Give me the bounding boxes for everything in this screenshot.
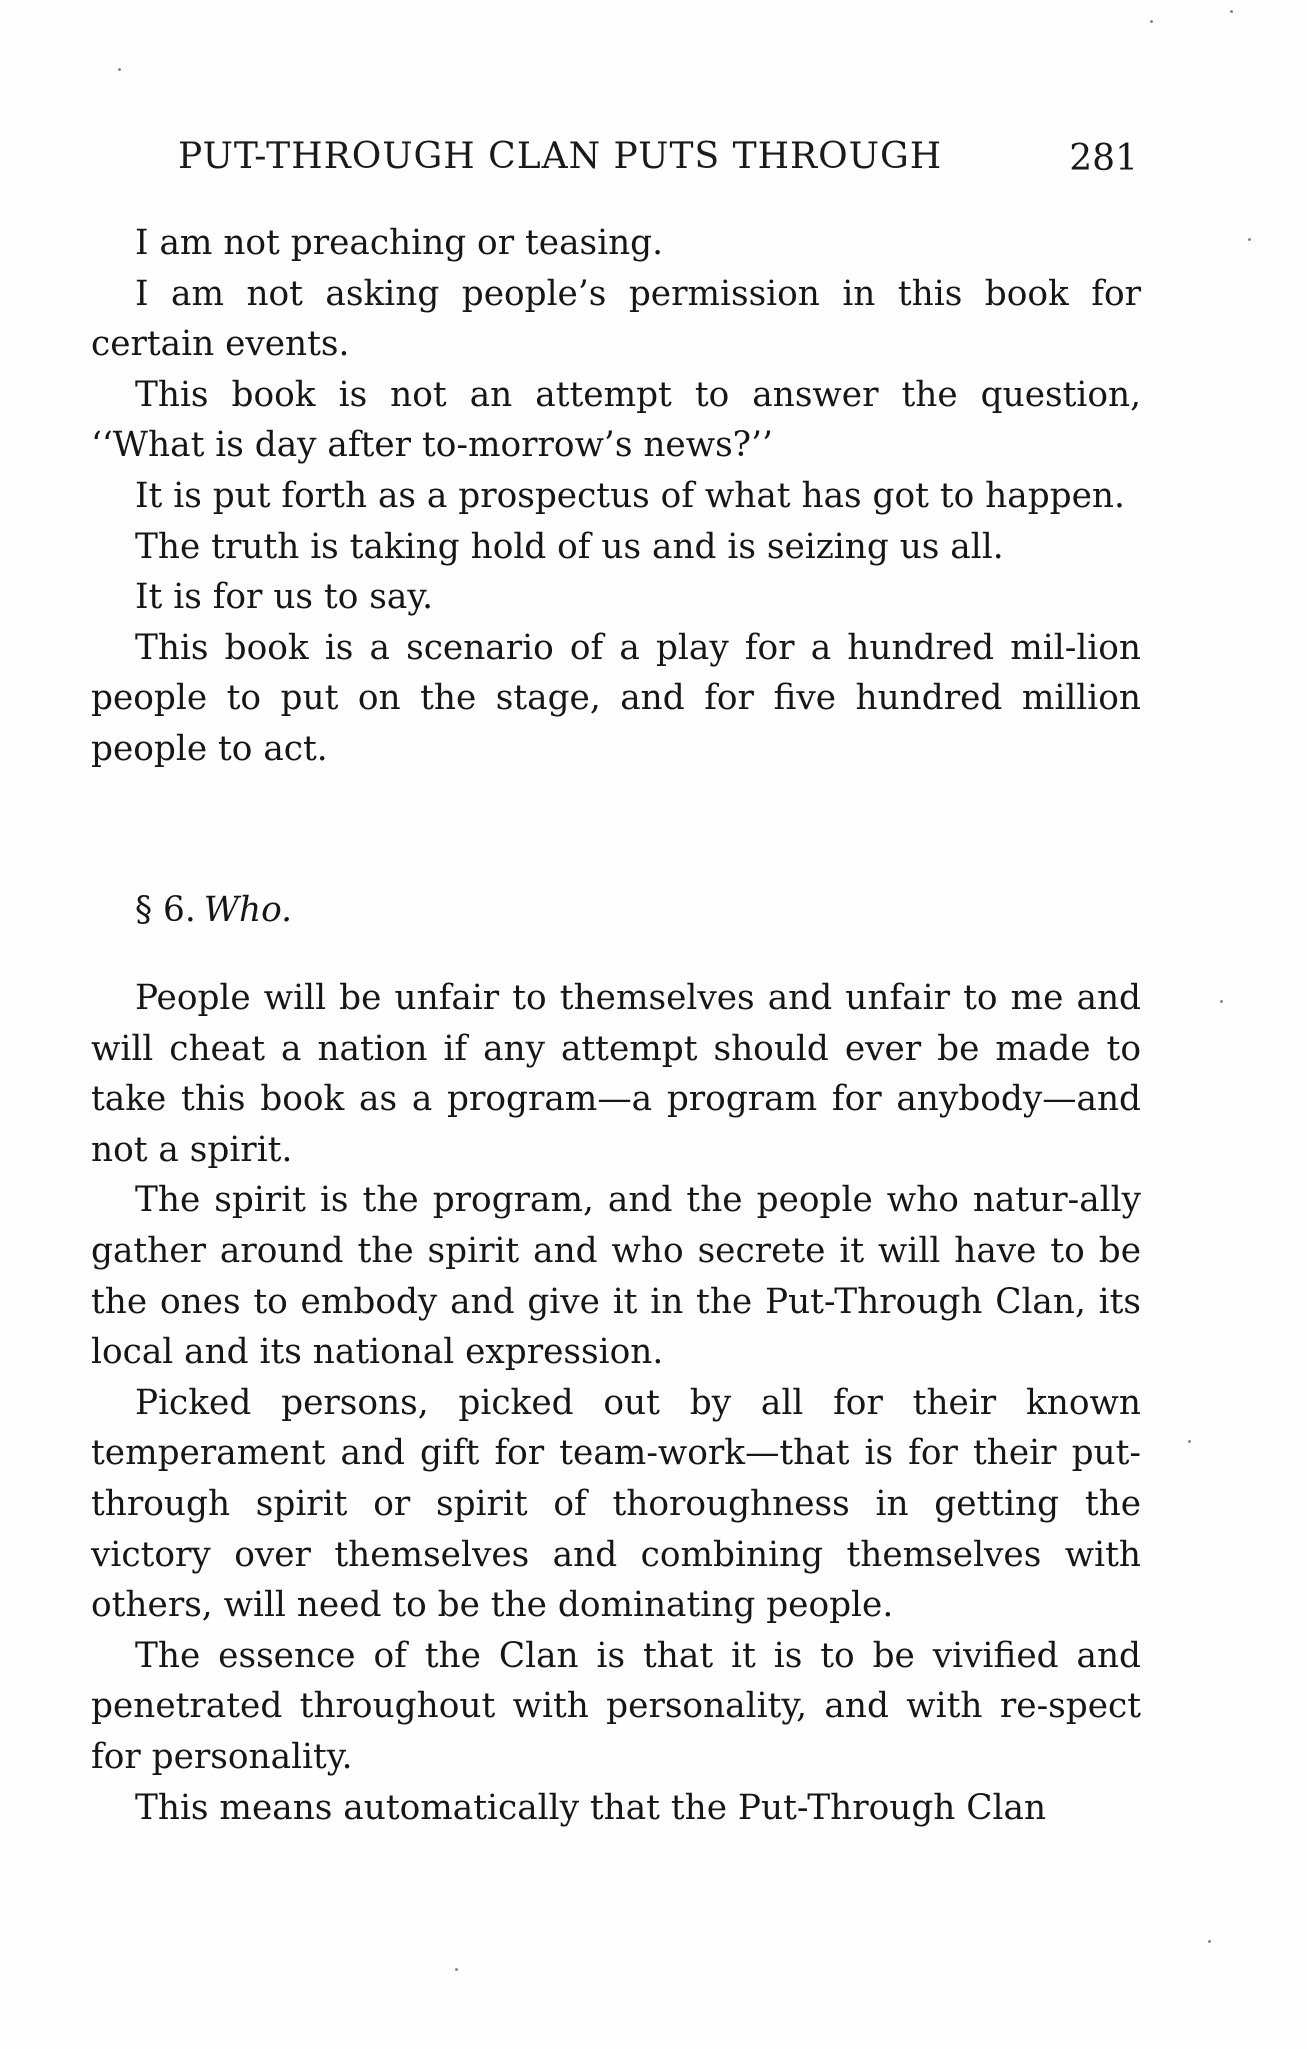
paragraph: It is for us to say. [135, 577, 434, 618]
paper-speck [1220, 1000, 1223, 1003]
section-number: § 6. [135, 890, 196, 930]
paragraph: The essence of the Clan is that it is to be vivified and penetrated throughout with personality, and with re-spect for personality. [91, 1635, 1141, 1777]
paragraph: I am not preaching or teasing. [135, 223, 664, 263]
paper-speck [118, 68, 121, 71]
paper-speck [1248, 238, 1251, 241]
section-heading [135, 890, 292, 930]
paragraph: The truth is taking hold of us and is seizing us all. [135, 526, 1004, 567]
paper-speck [455, 1968, 458, 1971]
body-text-upper [91, 218, 1141, 775]
running-head-title: PUT-THROUGH CLAN PUTS THROUGH [178, 136, 943, 177]
body-text-lower [91, 973, 1141, 1833]
paragraph: The spirit is the program, and the people who natur-ally gather around the spirit and who secrete it will have to be the ones to embody and give it in the Put-Through Clan, its local and its national expression. [91, 1180, 1141, 1373]
section-title: Who. [203, 890, 293, 930]
paragraph: People will be unfair to themselves and unfair to me and will cheat a nation if any attempt should ever be made to take this book as a program—a program for anybody—and not a spirit. [91, 978, 1141, 1170]
paper-speck [1188, 1440, 1191, 1443]
paragraph: This means automatically that the Put-Through Clan [135, 1787, 1047, 1828]
page-number: 281 [1069, 138, 1138, 179]
paragraph: I am not asking people’s permission in this book for certain events. [91, 273, 1141, 365]
paper-speck [1230, 10, 1233, 13]
paragraph: It is put forth as a prospectus of what has got to happen. [135, 475, 1125, 516]
paragraph: This book is a scenario of a play for a hundred mil-lion people to put on the stage, and for five hundred million people to act. [91, 627, 1141, 769]
paragraph: This book is not an attempt to answer the question, ‘‘What is day after to-morrow’s news?’’ [91, 374, 1141, 466]
paragraph: Picked persons, picked out by all for their known temperament and gift for team-work—that is for their put-through spirit or spirit of thoroughness in getting the victory over themselves and combining themselves with others, will need to be the dominating people. [91, 1382, 1141, 1626]
paper-speck [1150, 20, 1153, 23]
running-head [178, 136, 1138, 196]
paper-speck [1208, 1940, 1211, 1943]
